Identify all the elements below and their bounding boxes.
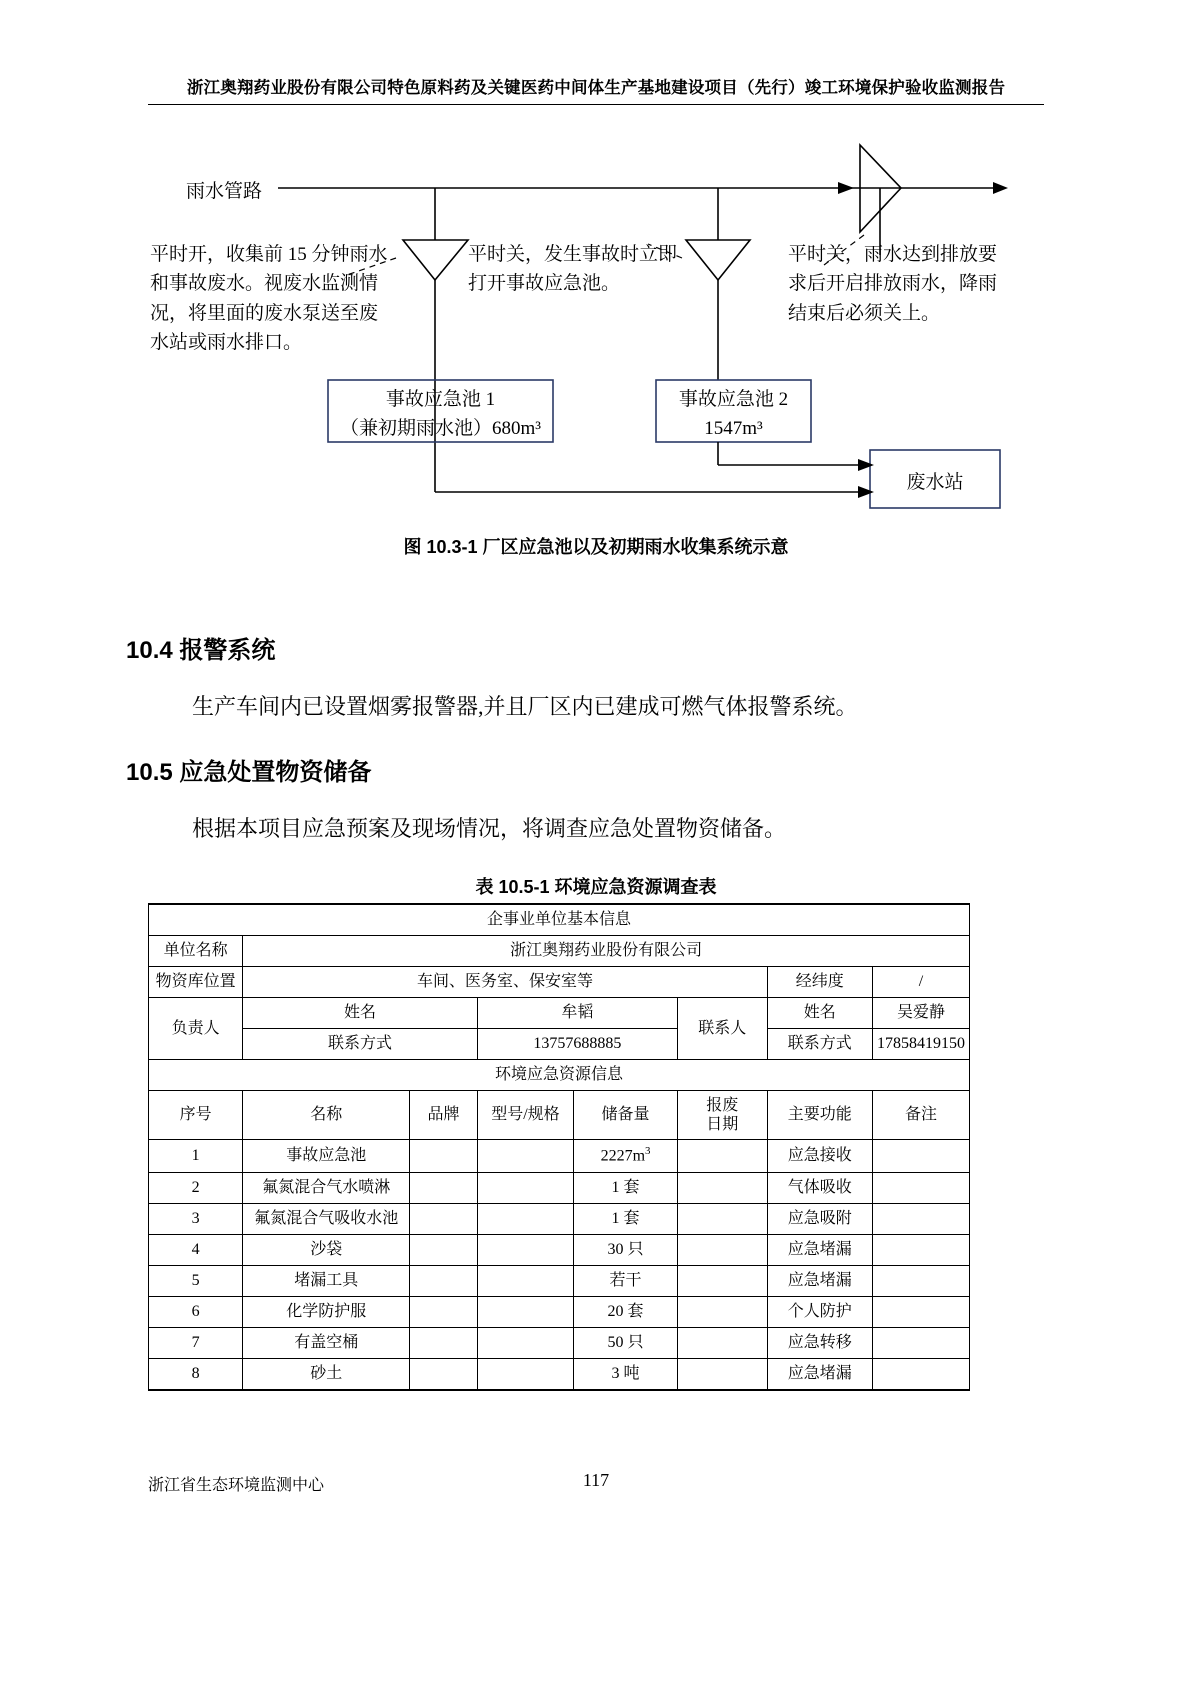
cell-scrap-date [677,1172,767,1203]
label-contact-person: 联系人 [677,998,767,1060]
cell-quantity: $2227m^3$ [574,1140,678,1172]
heading-10-4: 10.4 报警系统 [126,637,276,664]
col-header-quantity: 储备量 [574,1091,678,1140]
figure-note-middle: 平时关，发生事故时立即打开事故应急池。 [468,244,678,295]
footer-page-number: 117 [582,1470,610,1490]
cell-remark [872,1172,969,1203]
cell-brand [410,1327,478,1358]
cell-no: 7 [149,1327,243,1358]
cell-brand [410,1172,478,1203]
figure-box-pool1 [328,386,553,443]
cell-model [477,1327,573,1358]
cell-model [477,1358,573,1390]
value-name-2: 吴爱静 [872,998,969,1029]
cell-quantity: 20 套 [574,1296,678,1327]
cell-name: 砂土 [243,1358,410,1390]
table-row [149,1327,970,1358]
cell-name: 氟氮混合气水喷淋 [243,1172,410,1203]
paragraph-10-5: 根据本项目应急预案及现场情况，将调查应急处置物资储备。 [192,816,787,841]
cell-no: 2 [149,1172,243,1203]
page-header: 浙江奥翔药业股份有限公司特色原料药及关键医药中间体生产基地建设项目（先行）竣工环境保护验收监测报告 [186,78,1006,97]
table-row [149,1203,970,1234]
value-coordinates: / [872,967,969,998]
label-responsible-person: 负责人 [149,998,243,1060]
paragraph-10-4: 生产车间内已设置烟雾报警器,并且厂区内已建成可燃气体报警系统。 [192,694,858,719]
figure-box-wastewater-station: 废水站 [906,472,964,493]
cell-model [477,1140,573,1172]
figure-box-pool1-line1: 事故应急池 1 [385,389,496,410]
cell-quantity: 若干 [574,1265,678,1296]
cell-quantity: 3 吨 [574,1358,678,1390]
cell-remark [872,1140,969,1172]
emergency-resource-table [148,903,970,1391]
col-header-brand: 品牌 [410,1091,478,1140]
figure-box-pool2-line1: 事故应急池 2 [678,389,789,410]
cell-no: 5 [149,1265,243,1296]
cell-name: 化学防护服 [243,1296,410,1327]
figure-pipe-label: 雨水管路 [186,181,263,202]
cell-function: 应急堵漏 [767,1358,872,1390]
table-row [149,1029,970,1060]
table-row [149,1296,970,1327]
cell-remark [872,1234,969,1265]
label-unit-name: 单位名称 [149,936,243,967]
value-name-1: 牟韬 [477,998,677,1029]
heading-10-5: 10.5 应急处置物资储备 [126,759,372,786]
cell-model [477,1296,573,1327]
cell-no: 6 [149,1296,243,1327]
figure-note-right: 平时关，雨水达到排放要求后开启排放雨水，降雨结束后必须关上。 [788,244,998,324]
value-contact-2: 17858419150 [872,1029,969,1060]
col-header-function: 主要功能 [767,1091,872,1140]
cell-name: 事故应急池 [243,1140,410,1172]
table-row [149,904,970,936]
col-header-no: 序号 [149,1091,243,1140]
cell-function: 应急堵漏 [767,1265,872,1296]
cell-model [477,1234,573,1265]
cell-quantity: 1 套 [574,1203,678,1234]
cell-name: 堵漏工具 [243,1265,410,1296]
cell-no: 8 [149,1358,243,1390]
figure-diagram [148,140,1044,540]
label-contact-2: 联系方式 [767,1029,872,1060]
cell-function: 应急吸附 [767,1203,872,1234]
figure-caption: 图 10.3-1 厂区应急池以及初期雨水收集系统示意 [403,537,789,557]
cell-remark [872,1327,969,1358]
cell-quantity: 50 只 [574,1327,678,1358]
cell-brand [410,1203,478,1234]
table-header-row [149,1091,970,1140]
figure-box-pool2-line2: 1547m³ [704,417,763,439]
cell-function: 应急堵漏 [767,1234,872,1265]
cell-function: 应急接收 [767,1140,872,1172]
cell-name: 沙袋 [243,1234,410,1265]
value-warehouse-location: 车间、医务室、保安室等 [243,967,767,998]
cell-scrap-date [677,1203,767,1234]
col-header-model: 型号/规格 [477,1091,573,1140]
cell-model [477,1172,573,1203]
section-title-basic-info: 企事业单位基本信息 [149,904,970,936]
cell-brand [410,1358,478,1390]
table-row [149,1358,970,1390]
label-name-2: 姓名 [767,998,872,1029]
table-row [149,998,970,1029]
figure-box-pool1-line2: （兼初期雨水池）680m³ [340,417,541,439]
cell-brand [410,1265,478,1296]
section-title-resource-info: 环境应急资源信息 [149,1060,970,1091]
col-header-scrap-date: 报废 日期 [677,1091,767,1140]
table-row [149,1140,970,1172]
cell-model [477,1203,573,1234]
cell-scrap-date [677,1296,767,1327]
header-divider [148,104,1044,105]
table-row [149,1265,970,1296]
cell-scrap-date [677,1234,767,1265]
cell-scrap-date [677,1358,767,1390]
col-header-name: 名称 [243,1091,410,1140]
cell-no: 3 [149,1203,243,1234]
cell-function: 个人防护 [767,1296,872,1327]
cell-scrap-date [677,1327,767,1358]
table-row [149,1060,970,1091]
cell-no: 1 [149,1140,243,1172]
cell-name: 有盖空桶 [243,1327,410,1358]
cell-function: 气体吸收 [767,1172,872,1203]
col-header-remark: 备注 [872,1091,969,1140]
cell-scrap-date [677,1140,767,1172]
cell-brand [410,1140,478,1172]
table-row [149,936,970,967]
cell-name: 氟氮混合气吸收水池 [243,1203,410,1234]
cell-remark [872,1203,969,1234]
figure-note-left: 平时开，收集前 15 分钟雨水和事故废水。视废水监测情况，将里面的废水泵送至废水站或雨水排口。 [150,244,388,354]
figure-box-pool2 [656,386,811,443]
table-row [149,1234,970,1265]
cell-brand [410,1296,478,1327]
cell-brand [410,1234,478,1265]
table-caption: 表 10.5-1 环境应急资源调查表 [475,877,717,897]
table-row [149,967,970,998]
cell-no: 4 [149,1234,243,1265]
value-unit-name: 浙江奥翔药业股份有限公司 [243,936,970,967]
footer-organization: 浙江省生态环境监测中心 [148,1477,325,1494]
cell-quantity: 30 只 [574,1234,678,1265]
cell-model [477,1265,573,1296]
label-coordinates: 经纬度 [767,967,872,998]
label-warehouse-location: 物资库位置 [149,967,243,998]
label-name-1: 姓名 [243,998,477,1029]
label-contact-1: 联系方式 [243,1029,477,1060]
cell-function: 应急转移 [767,1327,872,1358]
cell-scrap-date [677,1265,767,1296]
value-contact-1: 13757688885 [477,1029,677,1060]
cell-remark [872,1296,969,1327]
cell-remark [872,1265,969,1296]
cell-remark [872,1358,969,1390]
table-row [149,1172,970,1203]
cell-quantity: 1 套 [574,1172,678,1203]
